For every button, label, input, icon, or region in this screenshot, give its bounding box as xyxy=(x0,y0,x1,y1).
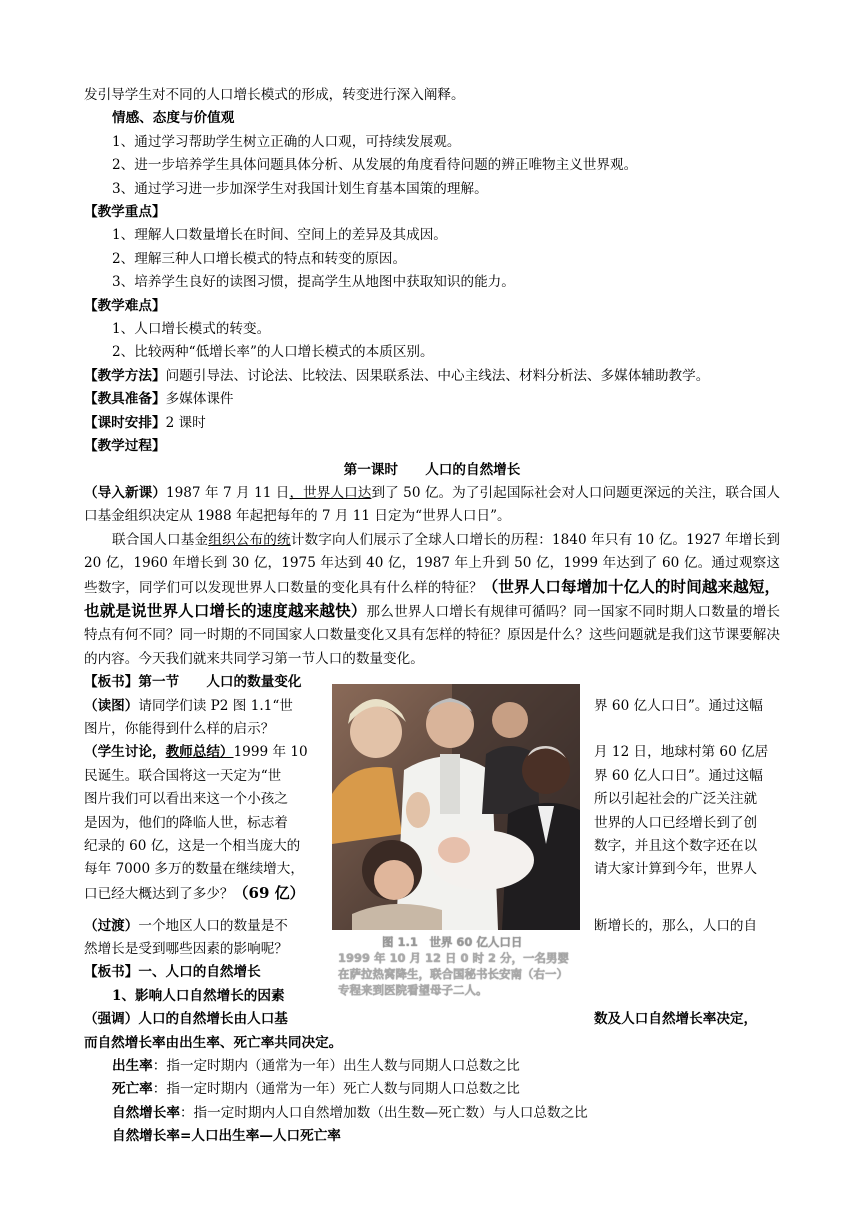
text-line: 所以引起社会的广泛关注就 xyxy=(594,791,758,808)
text-line: 请大家计算到今年，世界人 xyxy=(594,861,758,878)
text-line: 民诞生。联合国将这一天定为“世 xyxy=(84,767,282,784)
text-line xyxy=(84,915,324,938)
label: 【课时安排】 xyxy=(84,414,166,431)
text-line: 3、培养学生良好的读图习惯，提高学生从地图中获取知识的能力。 xyxy=(112,274,515,291)
text-line: 断增长的，那么，人口的自 xyxy=(594,917,758,934)
term: 自然增长率 xyxy=(112,1104,180,1121)
value: 多媒体课件 xyxy=(165,391,234,408)
formula: 自然增长率=人口出生率—人口死亡率 xyxy=(112,1128,341,1145)
text-line: 然增长是受到哪些因素的影响呢？ xyxy=(84,940,288,957)
text-line: 发引导学生对不同的人口增长模式的形成，转变进行深入阐释。 xyxy=(84,87,465,103)
text-line: 界 60 亿人口日”。通过这幅 xyxy=(594,697,763,714)
text-line: 每年 7000 多万的数量在继续增大， xyxy=(84,861,304,878)
label: （导入新课） xyxy=(84,484,166,501)
text-line: 纪录的 60 亿，这是一个相当庞大的 xyxy=(84,837,301,854)
definition-text: ：指一定时期内（通常为一年）死亡人数与同期人口总数之比 xyxy=(152,1081,520,1098)
text-line xyxy=(84,695,324,718)
text-line: 3、通过学习进一步加深学生对我国计划生育基本国策的理解。 xyxy=(112,180,488,197)
text: 人口的自然增长由人口基 xyxy=(138,1011,288,1028)
text-line: 1、通过学习帮助学生树立正确的人口观，可持续发展观。 xyxy=(112,133,461,150)
definition-text: ：指一定时期内（通常为一年）出生人数与同期人口总数之比 xyxy=(152,1057,520,1074)
text: 1999 年 10 xyxy=(233,744,308,761)
photo-illustration xyxy=(332,684,580,930)
text-line: 1、人口增长模式的转变。 xyxy=(112,321,271,338)
board-heading: 【板书】第一节 人口的数量变化 xyxy=(84,674,302,691)
text: 那么世界人口增长有规律可循吗？同一国家不同时期人口数量的增长特点有何不同？同一时期的不同国家人口数量变化又具有怎样的特征？原因是什么？这些问题就是我们这节课要解决的内容。今天我们就来共同学习第一节人口的数量变化。 xyxy=(84,603,780,667)
text: 到了 50 亿。为了引起国际社会对人口问题更深远的关注，联合国人口基金组织决定从 1988 年起把每年的 7 月 11 日定为“世界人口日”。 xyxy=(84,484,781,525)
text-line: 2、进一步培养学生具体问题具体分析、从发展的角度看待问题的辨正唯物主义世界观。 xyxy=(112,157,638,174)
paragraph-stats xyxy=(84,529,780,671)
paragraph-intro xyxy=(84,482,780,529)
emphasis-text: （69 亿） xyxy=(233,883,305,902)
label: 【教具准备】 xyxy=(84,391,166,408)
text-line: 图片我们可以看出来这一个小孩之 xyxy=(84,791,288,808)
text: 请同学们读 P2 图 1.1“世 xyxy=(138,697,293,714)
label: （读图） xyxy=(84,697,139,714)
definition xyxy=(84,1078,780,1101)
photo-caption xyxy=(338,934,578,998)
text: 一个地区人口的数量是不 xyxy=(138,917,288,934)
text-line: 2、比较两种“低增长率”的人口增长模式的本质区别。 xyxy=(112,344,434,361)
text-line xyxy=(84,388,780,411)
text: 口已经大概达到了多少？ xyxy=(84,885,234,902)
section-heading: 情感、态度与价值观 xyxy=(112,110,235,127)
text-line xyxy=(84,741,324,764)
label: （学生讨论， xyxy=(84,744,166,761)
label: 【教学方法】 xyxy=(84,367,166,384)
text: 联合国人口基金 xyxy=(112,531,209,548)
lesson-title: 第一课时 人口的自然增长 xyxy=(343,461,521,478)
label: （过渡） xyxy=(84,917,139,934)
text-line: 界 60 亿人口日”。通过这幅 xyxy=(594,767,763,784)
text-line: 2、理解三种人口增长模式的特点和转变的原因。 xyxy=(112,250,407,267)
text-line: 是因为，他们的降临人世，标志着 xyxy=(84,814,288,831)
definition xyxy=(84,1102,780,1125)
text-line xyxy=(84,365,780,388)
section-heading: 【教学难点】 xyxy=(84,297,166,314)
emphasis-text: （世界人口每增加十亿人的时间越来越短，也就是说世界人口增长的速度越来越快） xyxy=(84,577,780,620)
text-line xyxy=(84,882,324,906)
text-line: 月 12 日，地球村第 60 亿居 xyxy=(594,744,769,761)
caption-title: 图 1.1 世界 60 亿人口日 xyxy=(382,935,523,949)
board-heading: 【板书】一、人口的自然增长 xyxy=(84,964,261,981)
text-line: 数字，并且这个数字还在以 xyxy=(594,837,758,854)
value: 2 课时 xyxy=(165,414,206,431)
subsection-heading: 1、影响人口自然增长的因素 xyxy=(112,987,285,1004)
value: 问题引导法、讨论法、比较法、因果联系法、中心主线法、材料分析法、多媒体辅助教学。 xyxy=(165,367,710,384)
section-heading: 【教学过程】 xyxy=(84,438,166,455)
caption-text: 1999 年 10 月 12 日 0 时 2 分，一名男婴在萨拉热窝降生，联合国秘书长安南（右一）专程来到医院看望母子二人。 xyxy=(338,951,570,997)
text-line xyxy=(84,412,780,435)
text-line: 1、理解人口数量增长在时间、空间上的差异及其成因。 xyxy=(112,227,447,244)
underlined-text: 组织公布的统 xyxy=(208,531,291,548)
section-heading: 【教学重点】 xyxy=(84,204,166,221)
text-row xyxy=(84,1008,780,1031)
text-line: 数及人口自然增长率决定， xyxy=(594,1011,758,1028)
label: 教师总结） xyxy=(165,744,234,761)
photo-world-population-day xyxy=(332,684,580,930)
text-line: 图片，你能得到什么样的启示？ xyxy=(84,720,275,737)
text-line: 世界的人口已经增长到了创 xyxy=(594,814,758,831)
label: （强调） xyxy=(84,1011,139,1028)
text-line xyxy=(84,1008,324,1031)
text-line: 而自然增长率由出生率、死亡率共同决定。 xyxy=(84,1034,343,1051)
term: 出生率 xyxy=(112,1057,153,1074)
definition-text: ：指一定时期内人口自然增加数（出生数—死亡数）与人口总数之比 xyxy=(179,1104,588,1121)
text: 计数字向人们展示了全球人口增长的历程：1840 年只有 10 亿。1927 年增长到 20 亿，1960 年增长到 30 亿，1975 年达到 40 亿，1987 年上升到 50 亿，1999 年达到了 60 亿。通过观察这些数字，同学们可以发现世界人口数量的变化具有什么样的特征？ xyxy=(84,531,780,596)
text: 1987 年 7 月 11 日 xyxy=(165,484,290,501)
term: 死亡率 xyxy=(112,1081,153,1098)
definition xyxy=(84,1055,780,1078)
underlined-text: ，世界人口达 xyxy=(289,484,372,501)
